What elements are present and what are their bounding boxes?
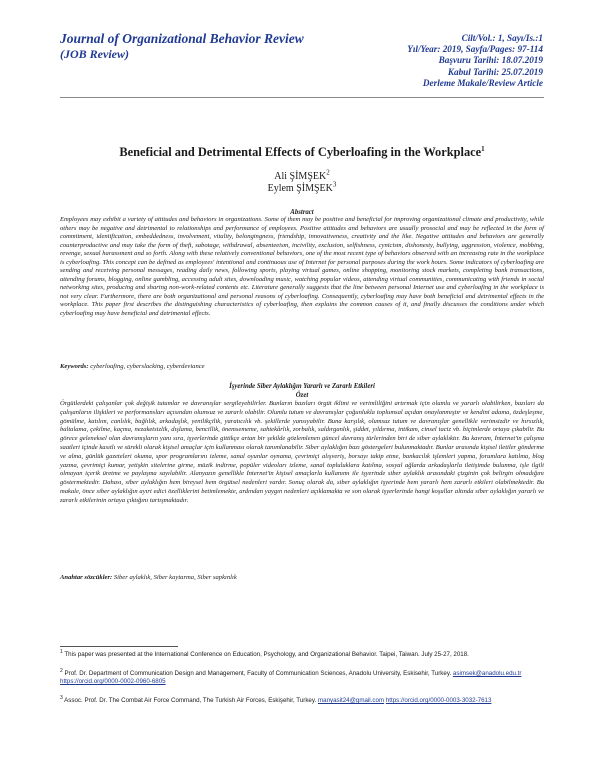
article-type: Derleme Makale/Review Article xyxy=(422,77,543,88)
turkish-keywords-label: Anahtar sözcükler: xyxy=(60,574,113,581)
footnote-text: Prof. Dr. Department of Communication Design and Management, Faculty of Communication Sciences, Anadolu University, Eskisehir, Turkey. xyxy=(64,670,452,677)
ozet-text: Örgütlerdeki çalışanlar çok değişik tutumlar ve davranışlar sergileyebilirler. Bunların bazıları örgüt iklimi ve verimliliğini artırmak için olumlu ve yararlı olabilirken, bazıları da çalışanların ilişkileri ve performansları açısından olumsuz ve zararlı olabilir. Olumlu tutum ve davranışlar çoğunlukla toplumsal açıdan onaylanmıştır ve kendini adama, özdeşleşme, gömülme, katılım, canlılık, bağlılık, arkadaşlık, yenilikçilik, yaratıcılık vb. şekillerde yansıyabilir. Buna karşılık, olumsuz tutum ve davranışlar genellikle verimsizdir ve hırsızlık, baltalama, çekilme, kaçma, nezaketsizlik, dışlama, bencillik, önemsememe, sahtekârlık, zorbalık, saldırganlık, şiddet, yıldırma, intikam, cinsel taciz vb. biçimlerde ortaya çıkabilir. Bu görece geleneksel olan davranışların yanı sıra, işyerlerinde gittikçe artan bir şekilde gözlemlenen güncel davranış türlerinden biri de siber aylaklıktır. Bu kavram, İnternet'in çalışma saatleri içinde kasıtlı ve sürekli olarak kişisel amaçlar için kullanması olarak tanımlanabilir. Siber aylaklığın bazı göstergeleri bulunmaktadır. Bunlar arasında kişisel iletiler gönderme ve alma, günlük gazeteleri okuma, spor programlarını izleme, sanal oyunlar oynama, çevrimiçi alışveriş, borsayı takip etme, bankacılık işlemleri yapma, forumlara katılma, blog yazma, çevrimiçi kumar, yetişkin sitelerine girme, müzik indirme, popüler videoları izleme, sanal topluluklara katılma, sosyal ağlarda arkadaşlarla iletişimde bulunma, işle ilgili olmayan içerik üretme ve paylaşma sayılabilir. Alanyazın genellikle İnternet'in kişisel amaçlarla kullanımı ile işyerinde siber aylaklık arasındaki çizginin çok belirgin olmadığını göstermektedir. Dahası, siber aylaklığın hem bireysel hem örgütsel nedenleri vardır. Sonuç olarak da, siber aylaklığın işyerinde hem yararlı hem zararlı etkileri olabilmektedir. Bu makale, önce siber aylaklığın ayırt edici özelliklerini betimlemekte, ardından yaygın nedenleri açıklamakta ve son olarak işyerlerinde hangi koşullar altında siber aylaklığın yararlı ve zararlı etkilerinin ortaya çıktığını tartışmaktadır. xyxy=(60,400,544,504)
turkish-keywords xyxy=(60,574,544,581)
accepted-date: Kabul Tarihi: 25.07.2019 xyxy=(447,66,543,77)
turkish-title: İşyerinde Siber Aylaklığın Yararlı ve Zararlı Etkileri xyxy=(229,383,375,390)
email-link[interactable]: asimsek@anadolu.edu.tr xyxy=(452,670,522,677)
keywords-text: cyberloafing, cyberslacking, cyberdeviance xyxy=(90,363,205,370)
received-date: Başvuru Tarihi: 18.07.2019 xyxy=(438,55,543,66)
journal-abbreviation: (JOB Review) xyxy=(60,47,129,61)
footnote-2 xyxy=(60,667,544,686)
email-link[interactable]: manyasit24@gmail.com xyxy=(317,697,385,704)
footnote-mark: 2 xyxy=(60,667,63,674)
author-footnote-mark: 3 xyxy=(332,180,337,189)
author-name: Ali ŞİMŞEK xyxy=(274,171,327,182)
year-pages: Yıl/Year: 2019, Sayfa/Pages: 97-114 xyxy=(407,44,543,55)
paper-title xyxy=(60,145,544,160)
article-meta xyxy=(407,33,543,89)
abstract-text: Employees may exhibit a variety of attitudes and behaviors in organizations. Some of them may be positive and beneficial for improving organizational climate and productivity, while others may be negative and detrimental to relationships and performance of employees. Positive attitudes and behaviors are usually prosocial and may be reflected in the form of commitment, identification, embeddedness, involvement, vitality, belongingness, friendship, innovativeness, creativity and the like. Negative attitudes and behaviors are generally counterproductive and may take the form of theft, sabotage, withdrawal, absenteeism, incivility, exclusion, selfishness, cynicism, dishonesty, bullying, aggression, violence, mobbing, revenge, sexual harassment and so forth. Along with these relatively conventional behaviors, one of the most recent type of behaviors observed with an increasing rate in the workplace is cyberloafing. This concept can be defined as employees' intentional and continuous use of Internet for personal purposes during the work hours. Some indicators of cyberloafing are sending and receiving personal messages, reading daily news, following sports, playing virtual games, online shopping, monitoring stock markets, completing bank transactions, attending forums, blogging, online gambling, accessing adult sites, downloading music, watching popular videos, attending virtual communities, communicating with friends in social networking sites, producing and sharing non-work-related contents etc. Literature generally suggests that the line between personal Internet use and cyberloafing in the workplace is not very clear. Furthermore, there are both organizational and personal reasons of cyberloafing. Consequently, cyberloafing may have both beneficial and detrimental effects in the workplace. This paper first describes the distinguishing characteristics of cyberloafing, then explains the common causes of it, and finally discusses the conditions under which cyberloafing may have beneficial and detrimental effects. xyxy=(60,216,544,317)
footnote-mark: 1 xyxy=(60,648,63,655)
footnote-divider xyxy=(60,646,178,647)
footnote-text: Assoc. Prof. Dr. The Combat Air Force Command, The Turkish Air Forces, Eskişehir, Turkey. xyxy=(64,697,317,704)
author-1 xyxy=(60,168,544,182)
orcid-link[interactable]: https://orcid.org/0000-0003-3032-7613 xyxy=(385,697,492,704)
journal-header xyxy=(60,31,304,62)
header-divider xyxy=(60,97,544,98)
author-name: Eylem ŞİMŞEK xyxy=(267,183,333,194)
footnote-text: This paper was presented at the International Conference on Education, Psychology, and Organizational Behavior. Taipei, Taiwan. July 25-27, 2018. xyxy=(64,651,469,658)
keywords-label: Keywords: xyxy=(60,363,89,370)
paper-title-text: Beneficial and Detrimental Effects of Cyberloafing in the Workplace xyxy=(119,145,482,159)
title-footnote-mark: 1 xyxy=(481,144,485,153)
ozet-heading: Özet xyxy=(295,392,309,399)
volume-issue: Cilt/Vol.: 1, Sayı/Is.:1 xyxy=(461,33,543,43)
orcid-link[interactable]: https://orcid.org/0000-0002-0960-6805 xyxy=(60,678,166,685)
keywords xyxy=(60,363,544,370)
footnote-mark: 3 xyxy=(60,694,63,701)
footnote-3 xyxy=(60,694,544,705)
author-footnote-mark: 2 xyxy=(326,168,330,177)
footnote-1 xyxy=(60,648,544,659)
author-2 xyxy=(60,180,544,194)
turkish-keywords-text: Siber aylaklık, Siber kaytarma, Siber sapkınlık xyxy=(113,574,237,581)
abstract-heading: Abstract xyxy=(290,209,314,216)
journal-name: Journal of Organizational Behavior Review xyxy=(60,31,304,46)
